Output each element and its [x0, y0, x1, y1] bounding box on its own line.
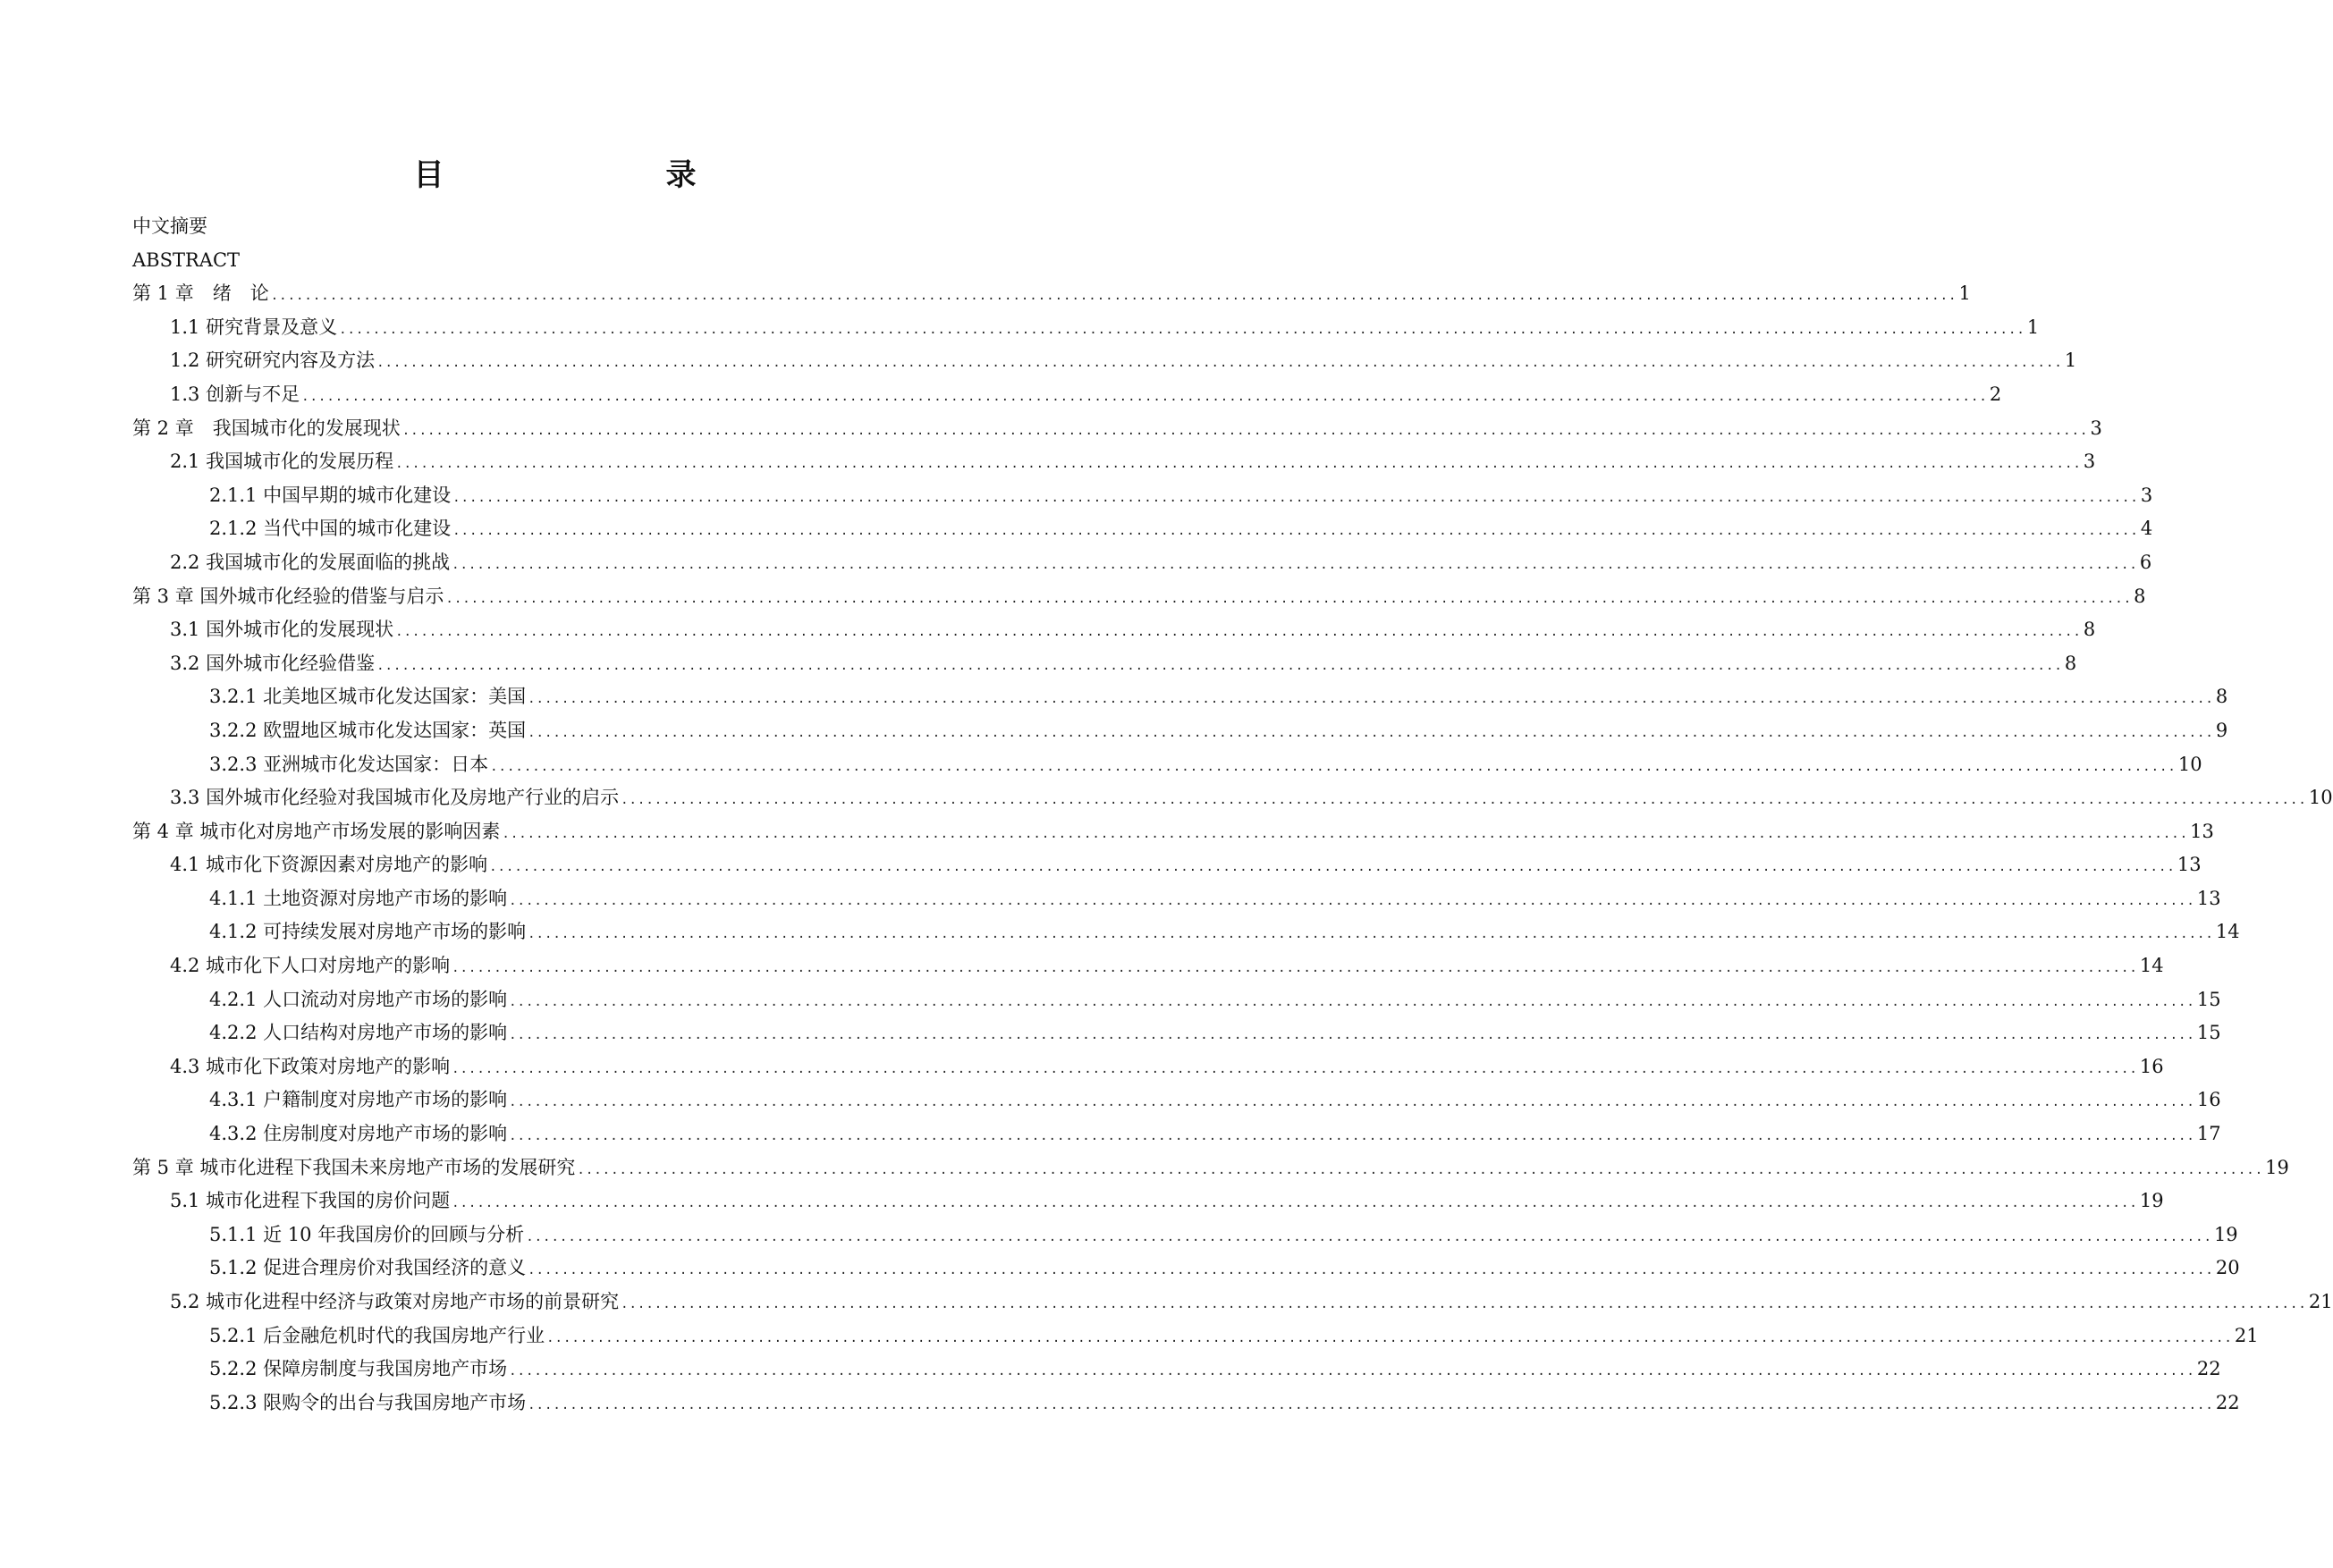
toc-dot-leader: ........................................................................................................................................................................................................ [502, 826, 2189, 841]
toc-page-number: 6 [2139, 551, 2152, 573]
toc-dot-leader: ........................................................................................................................................................................................................ [528, 725, 2214, 740]
toc-dot-leader: ........................................................................................................................................................................................................ [452, 961, 2138, 976]
toc-entry[interactable] [132, 680, 2228, 714]
toc-page-number: 4 [2140, 518, 2153, 540]
toc-entry-text: 4.2.1 人口流动对房地产市场的影响 [209, 988, 508, 1010]
toc-entry[interactable] [132, 378, 2002, 412]
toc-entry-text: 第 4 章 城市化对房地产市场发展的影响因素 [132, 820, 501, 842]
toc-entry[interactable] [132, 1387, 2240, 1420]
toc-entry-text: 5.2.1 后金融危机时代的我国房地产行业 [209, 1324, 545, 1346]
toc-entry-text: 2.1.1 中国早期的城市化建设 [209, 484, 452, 506]
toc-entry-text: ABSTRACT [132, 249, 241, 271]
toc-page-number: 3 [2140, 484, 2153, 506]
toc-entry-text: 4.1.1 土地资源对房地产市场的影响 [209, 887, 508, 909]
toc-entry[interactable] [132, 1286, 2333, 1319]
toc-dot-leader: ........................................................................................................................................................................................................ [528, 692, 2214, 707]
toc-entry[interactable] [132, 344, 2077, 378]
toc-dot-leader: ........................................................................................................................................................................................................ [452, 1196, 2138, 1211]
toc-entry[interactable] [132, 613, 2096, 647]
toc-entry-text: 5.2.2 保障房制度与我国房地产市场 [209, 1358, 508, 1380]
toc-page-number: 10 [2308, 787, 2333, 809]
toc-entry[interactable] [132, 983, 2221, 1017]
toc-entry[interactable] [132, 1353, 2221, 1387]
toc-entry[interactable] [132, 748, 2202, 782]
toc-entry-text: 4.1 城市化下资源因素对房地产的影响 [170, 854, 488, 876]
toc-entry[interactable] [132, 244, 946, 278]
toc-page-number: 21 [2234, 1324, 2259, 1346]
toc-entry-text: 5.1.2 促进合理房价对我国经济的意义 [209, 1257, 527, 1279]
toc-entry[interactable] [132, 1016, 2221, 1050]
toc-entry-text: 2.1.2 当代中国的城市化建设 [209, 518, 452, 540]
toc-dot-leader: ........................................................................................................................................................................................................ [528, 927, 2214, 942]
toc-entry-text: 3.3 国外城市化经验对我国城市化及房地产行业的启示 [170, 787, 620, 809]
toc-page-number: 9 [2215, 719, 2228, 741]
toc-dot-leader: ........................................................................................................................................................................................................ [452, 490, 2139, 505]
toc-dot-leader: ........................................................................................................................................................................................................ [526, 1229, 2212, 1244]
toc-page-number: 19 [2213, 1223, 2238, 1245]
toc-page-number: 16 [2196, 1089, 2221, 1111]
toc-dot-leader: ........................................................................................................................................................................................................ [395, 625, 2082, 640]
toc-page-number: 17 [2196, 1123, 2221, 1145]
toc-entry[interactable] [132, 412, 2102, 446]
toc-entry[interactable] [132, 1252, 2240, 1286]
toc-dot-leader: ........................................................................................................................................................................................................ [490, 759, 2177, 774]
toc-page-number: 8 [2083, 619, 2096, 641]
toc-list [132, 210, 2333, 1420]
toc-dot-leader: ........................................................................................................................................................................................................ [509, 1095, 2195, 1110]
toc-dot-leader: ........................................................................................................................................................................................................ [402, 423, 2089, 438]
toc-entry[interactable] [132, 479, 2153, 513]
toc-entry[interactable] [132, 1319, 2259, 1353]
toc-entry-text: 第 1 章 绪 论 [132, 282, 269, 305]
toc-page-number: 22 [2196, 1358, 2221, 1380]
toc-dot-leader: ........................................................................................................................................................................................................ [445, 591, 2133, 606]
toc-dot-leader: ........................................................................................................................................................................................................ [577, 1162, 2264, 1177]
toc-dot-leader: ........................................................................................................................................................................................................ [509, 1364, 2195, 1379]
toc-dot-leader: ........................................................................................................................................................................................................ [621, 1297, 2307, 1311]
toc-dot-leader: ........................................................................................................................................................................................................ [509, 893, 2195, 908]
toc-entry-text: 1.1 研究背景及意义 [170, 316, 338, 338]
toc-page-number: 1 [1958, 282, 1971, 305]
toc-page-number: 1 [2026, 316, 2040, 338]
toc-entry-text: 4.3 城市化下政策对房地产的影响 [170, 1055, 451, 1077]
toc-dot-leader: ........................................................................................................................................................................................................ [489, 860, 2176, 875]
toc-entry-text: 5.1 城市化进程下我国的房价问题 [170, 1190, 451, 1212]
toc-page-number: 19 [2265, 1156, 2289, 1178]
toc-dot-leader: ........................................................................................................................................................................................................ [452, 557, 2138, 572]
toc-page-number: 13 [2177, 854, 2202, 876]
toc-page-number: 3 [2090, 417, 2102, 439]
toc-entry-text: 5.2.3 限购令的出台与我国房地产市场 [209, 1391, 527, 1413]
toc-entry-text: 3.1 国外城市化的发展现状 [170, 619, 394, 641]
toc-page-number: 3 [2083, 451, 2096, 473]
toc-entry[interactable] [132, 949, 2164, 983]
toc-dot-leader: ........................................................................................................................................................................................................ [339, 322, 2025, 337]
toc-dot-leader: ........................................................................................................................................................................................................ [528, 1263, 2214, 1278]
toc-entry-text: 5.1.1 近 10 年我国房价的回顾与分析 [209, 1223, 525, 1245]
toc-entry-text: 第 5 章 城市化进程下我国未来房地产市场的发展研究 [132, 1156, 576, 1178]
toc-dot-leader: ........................................................................................................................................................................................................ [376, 658, 2063, 673]
toc-entry-text: 5.2 城市化进程中经济与政策对房地产市场的前景研究 [170, 1291, 620, 1312]
toc-entry[interactable] [132, 781, 2333, 815]
toc-page-number: 14 [2139, 955, 2164, 977]
toc-dot-leader: ........................................................................................................................................................................................................ [301, 389, 1988, 404]
toc-entry[interactable] [132, 1218, 2238, 1252]
toc-entry-text: 4.3.2 住房制度对房地产市场的影响 [209, 1123, 508, 1145]
toc-entry-text: 3.2 国外城市化经验借鉴 [170, 652, 376, 674]
toc-dot-leader: ........................................................................................................................................................................................................ [509, 1028, 2195, 1043]
toc-page-number: 22 [2215, 1391, 2240, 1413]
toc-entry-text: 中文摘要 [132, 215, 207, 237]
toc-page-number: 8 [2215, 686, 2228, 708]
toc-entry[interactable] [132, 546, 2152, 580]
toc-entry[interactable] [132, 512, 2153, 546]
toc-dot-leader: ........................................................................................................................................................................................................ [509, 1129, 2195, 1144]
toc-page-number: 1 [2064, 350, 2077, 372]
toc-page-number: 15 [2196, 1022, 2221, 1044]
toc-dot-leader: ........................................................................................................................................................................................................ [376, 356, 2063, 371]
toc-entry[interactable] [132, 1083, 2221, 1117]
toc-entry[interactable] [132, 882, 2221, 916]
toc-entry[interactable] [132, 210, 946, 244]
toc-page-number: 21 [2308, 1291, 2333, 1312]
toc-entry[interactable] [132, 1151, 2289, 1185]
toc-entry[interactable] [132, 647, 2077, 681]
toc-dot-leader: ........................................................................................................................................................................................................ [270, 289, 1957, 304]
toc-entry-text: 第 2 章 我国城市化的发展现状 [132, 417, 401, 439]
toc-entry[interactable] [132, 714, 2228, 748]
toc-dot-leader: ........................................................................................................................................................................................................ [452, 1061, 2138, 1076]
toc-dot-leader: ........................................................................................................................................................................................................ [546, 1330, 2233, 1345]
toc-entry-text: 1.3 创新与不足 [170, 383, 300, 405]
toc-page-number: 2 [1989, 383, 2002, 405]
toc-entry-text: 2.1 我国城市化的发展历程 [170, 451, 394, 473]
toc-page-number: 13 [2190, 820, 2214, 842]
toc-dot-leader: ........................................................................................................................................................................................................ [528, 1397, 2214, 1412]
toc-page-number: 19 [2139, 1190, 2164, 1212]
toc-dot-leader: ........................................................................................................................................................................................................ [621, 793, 2307, 808]
toc-entry-text: 第 3 章 国外城市化经验的借鉴与启示 [132, 585, 444, 607]
toc-entry-text: 4.3.1 户籍制度对房地产市场的影响 [209, 1089, 508, 1111]
toc-title: 目 录 [413, 157, 750, 193]
toc-entry-text: 2.2 我国城市化的发展面临的挑战 [170, 551, 451, 573]
toc-entry-text: 3.2.3 亚洲城市化发达国家：日本 [209, 753, 489, 775]
toc-entry-text: 4.2 城市化下人口对房地产的影响 [170, 955, 451, 977]
toc-dot-leader: ........................................................................................................................................................................................................ [452, 524, 2139, 539]
toc-page-number: 15 [2196, 988, 2221, 1010]
toc-page-number: 8 [2064, 652, 2077, 674]
toc-entry[interactable] [132, 815, 2214, 849]
toc-page-number: 20 [2215, 1257, 2240, 1279]
toc-entry[interactable] [132, 1117, 2221, 1151]
toc-entry[interactable] [132, 848, 2202, 882]
toc-entry[interactable] [132, 277, 1971, 311]
toc-entry-text: 1.2 研究研究内容及方法 [170, 350, 376, 372]
toc-entry[interactable] [132, 445, 2096, 479]
toc-entry-text: 3.2.2 欧盟地区城市化发达国家：英国 [209, 719, 527, 741]
toc-entry-text: 4.2.2 人口结构对房地产市场的影响 [209, 1022, 508, 1044]
toc-dot-leader: ........................................................................................................................................................................................................ [395, 457, 2082, 472]
toc-page-number: 14 [2215, 921, 2240, 943]
toc-entry[interactable] [132, 915, 2240, 949]
toc-entry[interactable] [132, 1184, 2164, 1218]
toc-entry-text: 4.1.2 可持续发展对房地产市场的影响 [209, 921, 527, 943]
toc-page-number: 10 [2177, 753, 2202, 775]
toc-page-number: 16 [2139, 1055, 2164, 1077]
toc-dot-leader: ........................................................................................................................................................................................................ [509, 994, 2195, 1009]
toc-entry[interactable] [132, 580, 2146, 614]
toc-entry-text: 3.2.1 北美地区城市化发达国家：美国 [209, 686, 527, 708]
toc-entry[interactable] [132, 1050, 2164, 1084]
toc-page-number: 8 [2134, 585, 2146, 607]
toc-page-number: 13 [2196, 887, 2221, 909]
toc-entry[interactable] [132, 311, 2040, 345]
